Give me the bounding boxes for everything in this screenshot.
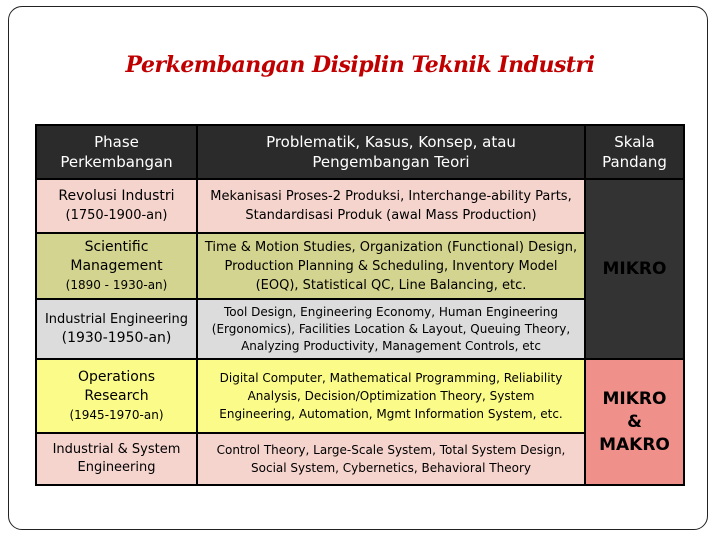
table-row-phase [37,234,196,298]
desc-text: Mekanisasi Proses-2 Produksi, Interchange-ability Parts, Standardisasi Produk (awal Mass Production) [210,189,572,223]
scale-makro-label: MIKRO & MAKRO [599,388,670,455]
scale-makro-cell [586,360,683,484]
phase-name: Operations Research [78,368,155,404]
table-row-desc [198,180,584,232]
table-row-desc [198,360,584,432]
desc-text: Control Theory, Large-Scale System, Total System Design, Social System, Cybernetics, Behavioral Theory [216,443,566,475]
header-problem-label: Problematik, Kasus, Konsep, atau Pengembangan Teori [266,133,516,171]
desc-text: Time & Motion Studies, Organization (Functional) Design, Production Planning & Scheduling, Inventory Model (EOQ), Statistical QC, Line Balancing, etc. [204,239,578,293]
table-row-desc [198,434,584,484]
table-row-desc [198,234,584,298]
desc-text: Digital Computer, Mathematical Programming, Reliability Analysis, Decision/Optimization Theory, System Engineering, Automation, Mgmt Information System, etc. [219,371,563,421]
header-scale [586,126,683,178]
table-row-phase [37,434,196,484]
phase-name: Industrial Engineering [44,312,189,327]
phase-years: (1930-1950-an) [61,330,172,346]
header-phase-label: Phase Perkembangan [60,133,173,171]
scale-mikro-label: MIKRO [602,258,667,279]
scale-mikro-cell [586,180,683,358]
desc-text: Tool Design, Engineering Economy, Human Engineering (Ergonomics), Facilities Location & Layout, Queuing Theory, Analyzing Productivity, Management Controls, etc [211,304,571,353]
phase-name: Industrial & System Engineering [52,442,181,475]
slide-title: Perkembangan Disiplin Teknik Industri [125,52,595,78]
phase-name: Revolusi Industri [58,188,175,204]
header-phase [37,126,196,178]
development-table [35,124,685,486]
phase-name: Scientific Management [70,238,163,274]
header-scale-label: Skala Pandang [602,133,667,171]
phase-years: (1750-1900-an) [65,208,168,223]
table-row-phase [37,300,196,358]
phase-years: (1945-1970-an) [69,407,164,422]
table-row-desc [198,300,584,358]
table-row-phase [37,180,196,232]
header-problem [198,126,584,178]
phase-years: (1890 - 1930-an) [65,277,168,292]
table-row-phase [37,360,196,432]
